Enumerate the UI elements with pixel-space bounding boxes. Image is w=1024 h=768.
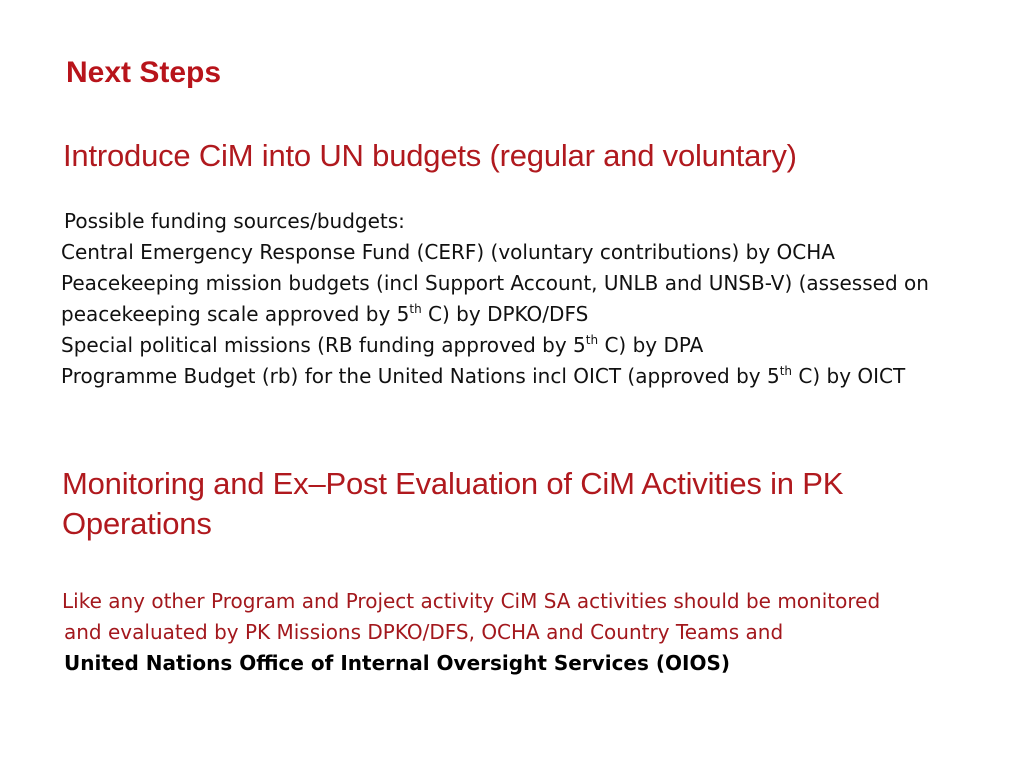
funding-sources-list: [61, 206, 1001, 392]
funding-item-spm: [61, 330, 1001, 361]
monitoring-line-oios: United Nations Office of Internal Oversight Services (OIOS): [64, 651, 730, 675]
monitoring-line-1: Like any other Program and Project activity CiM SA activities should be monitored: [62, 589, 881, 613]
peacekeeping-text-post: C) by DPKO/DFS: [421, 302, 589, 326]
slide-title: Next Steps: [66, 56, 222, 89]
funding-item-peacekeeping-cont: [61, 299, 1001, 330]
section-heading-monitoring: Monitoring and Ex–Post Evaluation of CiM Activities in PK Operations: [62, 466, 844, 541]
programme-superscript: th: [779, 364, 793, 378]
spm-text-post: C) by DPA: [598, 333, 704, 357]
funding-item-cerf: Central Emergency Response Fund (CERF) (voluntary contributions) by OCHA: [61, 240, 835, 264]
section-heading-budgets: Introduce CiM into UN budgets (regular and voluntary): [63, 138, 797, 173]
funding-item-peacekeeping: Peacekeeping mission budgets (incl Support Account, UNLB and UNSB-V) (assessed on: [61, 271, 929, 295]
monitoring-line-2: and evaluated by PK Missions DPKO/DFS, OCHA and Country Teams and: [64, 620, 784, 644]
programme-text-pre: Programme Budget (rb) for the United Nations incl OICT (approved by 5: [61, 364, 780, 388]
peacekeeping-superscript: th: [409, 302, 422, 316]
funding-intro: Possible funding sources/budgets:: [64, 209, 405, 233]
spm-text-pre: Special political missions (RB funding approved by 5: [61, 333, 586, 357]
spm-superscript: th: [585, 333, 599, 347]
funding-item-programme: [61, 361, 1001, 392]
monitoring-paragraph: [62, 586, 962, 679]
peacekeeping-text-pre: peacekeeping scale approved by 5: [61, 302, 410, 326]
programme-text-post: C) by OICT: [792, 364, 906, 388]
